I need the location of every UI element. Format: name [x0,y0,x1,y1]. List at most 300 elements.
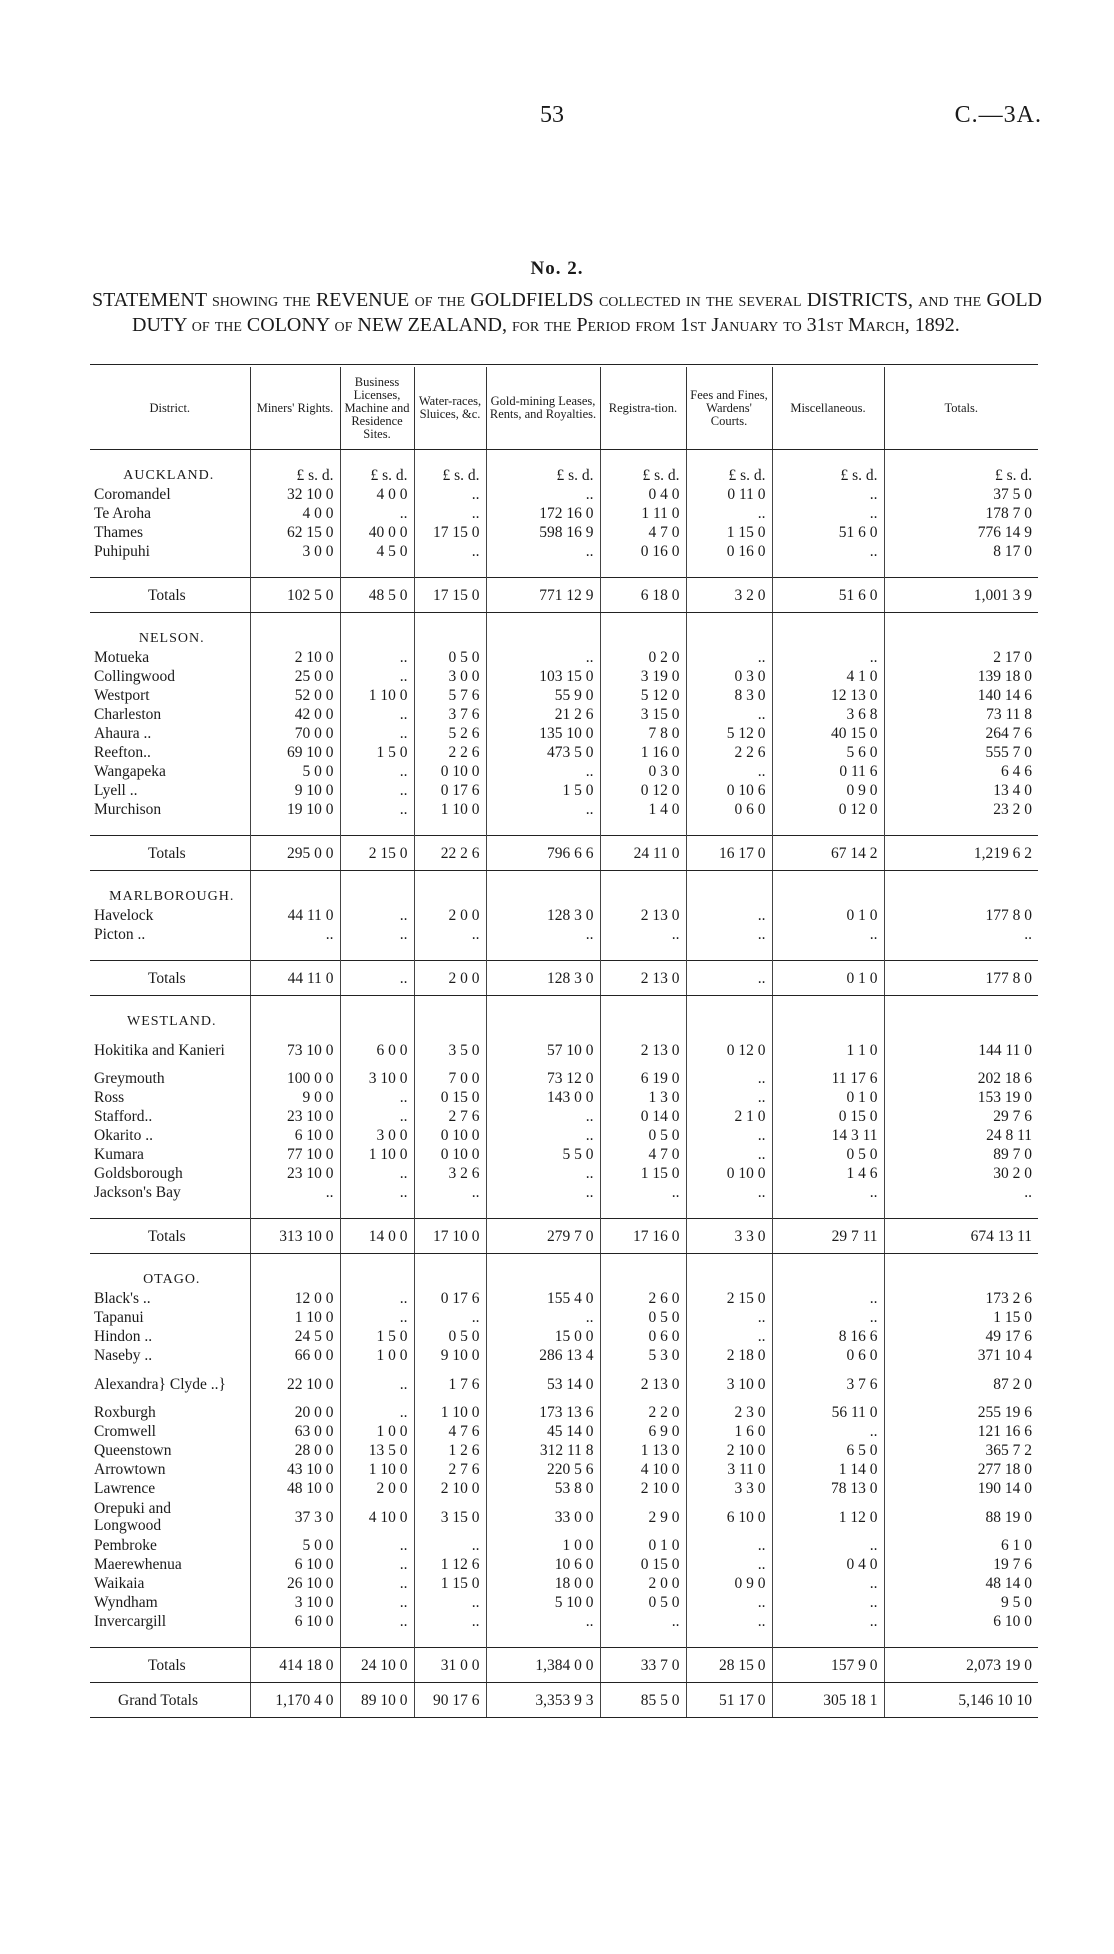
amount-cell: 128 3 0 [486,906,600,925]
amount-cell: 155 4 0 [486,1289,600,1308]
amount-cell: 0 5 0 [414,648,486,667]
amount-cell: 135 10 0 [486,724,600,743]
total-cell: 2 13 0 [600,961,686,996]
goldfield-name: Reefton.. [94,744,151,761]
amount-cell: 6 19 0 [600,1069,686,1088]
amount-cell: 5 7 6 [414,686,486,705]
total-cell: 14 0 0 [340,1219,414,1254]
amount-cell: 2 7 6 [414,1460,486,1479]
amount-cell: .. [414,1536,486,1555]
total-cell: 2,073 19 0 [884,1648,1038,1683]
total-cell: 24 11 0 [600,836,686,871]
amount-cell: 1 6 0 [686,1422,772,1441]
amount-cell: 6 4 6 [884,762,1038,781]
amount-cell: 2 13 0 [600,1365,686,1403]
total-cell: 2 15 0 [340,836,414,871]
amount-cell: 87 2 0 [884,1365,1038,1403]
amount-cell: 2 0 0 [600,1574,686,1593]
table-row [90,1365,1038,1403]
amount-cell: .. [772,1593,884,1612]
amount-cell: 6 10 0 [250,1126,340,1145]
amount-cell: 9 10 0 [250,781,340,800]
amount-cell: .. [686,1536,772,1555]
amount-cell: 32 10 0 [250,485,340,504]
amount-cell: 6 1 0 [884,1536,1038,1555]
amount-cell: 2 9 0 [600,1498,686,1536]
amount-cell: 49 17 6 [884,1327,1038,1346]
table-row [90,1498,1038,1536]
district-heading-row [90,1270,1038,1289]
amount-cell: 0 6 0 [772,1346,884,1365]
amount-cell: 5 12 0 [600,686,686,705]
grand-total-cell: 1,170 4 0 [250,1683,340,1718]
amount-cell: 0 11 0 [686,485,772,504]
amount-cell: 5 2 6 [414,724,486,743]
amount-cell: .. [340,1183,414,1202]
amount-cell: 11 17 6 [772,1069,884,1088]
table-row [90,667,1038,686]
amount-cell: 63 0 0 [250,1422,340,1441]
amount-cell: 73 10 0 [250,1031,340,1069]
amount-cell: 7 0 0 [414,1069,486,1088]
amount-cell: 5 0 0 [250,762,340,781]
amount-cell: 66 0 0 [250,1346,340,1365]
goldfield-name: Picton .. [94,926,146,943]
column-header: District. [90,367,250,450]
amount-cell: 277 18 0 [884,1460,1038,1479]
amount-cell: .. [340,1612,414,1631]
amount-cell: .. [772,504,884,523]
amount-cell: 0 3 0 [600,762,686,781]
amount-cell: 3 3 0 [686,1479,772,1498]
amount-cell: 5 3 0 [600,1346,686,1365]
amount-cell: 14 3 11 [772,1126,884,1145]
amount-cell: 2 1 0 [686,1107,772,1126]
amount-cell: .. [340,1574,414,1593]
table-row [90,1612,1038,1631]
table-row [90,705,1038,724]
amount-cell: 45 14 0 [486,1422,600,1441]
amount-cell: 172 16 0 [486,504,600,523]
amount-cell: .. [772,1612,884,1631]
amount-cell: 48 10 0 [250,1479,340,1498]
amount-cell: 220 5 6 [486,1460,600,1479]
amount-cell: .. [340,1164,414,1183]
amount-cell: 73 11 8 [884,705,1038,724]
total-cell: .. [686,961,772,996]
goldfield-name: Motueka [94,649,150,666]
grand-totals-label: Grand Totals [90,1683,250,1718]
total-cell: 313 10 0 [250,1219,340,1254]
amount-cell: 0 10 0 [414,1145,486,1164]
amount-cell: 5 5 0 [486,1145,600,1164]
table-row [90,1441,1038,1460]
amount-cell: .. [686,762,772,781]
amount-cell: 1 15 0 [600,1164,686,1183]
amount-cell: 1 15 0 [414,1574,486,1593]
goldfield-name: Goldsborough [94,1165,183,1182]
amount-cell: 6 10 0 [250,1555,340,1574]
amount-cell: 2 10 0 [600,1479,686,1498]
amount-cell: 0 2 0 [600,648,686,667]
amount-cell: 21 2 6 [486,705,600,724]
table-row [90,1593,1038,1612]
amount-cell: 29 7 6 [884,1107,1038,1126]
amount-cell: 0 5 0 [600,1308,686,1327]
table-row [90,743,1038,762]
grand-total-cell: 89 10 0 [340,1683,414,1718]
column-header: Business Licenses, Machine and Residence Sites. [340,367,414,450]
column-header: Water-races, Sluices, &c. [414,367,486,450]
amount-cell: .. [772,1289,884,1308]
district-heading: OTAGO. [143,1272,201,1287]
total-cell: 177 8 0 [884,961,1038,996]
goldfield-name: Charleston [94,706,162,723]
amount-cell: 103 15 0 [486,667,600,686]
amount-cell: 20 0 0 [250,1403,340,1422]
amount-cell: 17 15 0 [414,523,486,542]
amount-cell: .. [414,504,486,523]
amount-cell: 9 10 0 [414,1346,486,1365]
amount-cell: .. [600,1612,686,1631]
table-row [90,1164,1038,1183]
district-totals-row [90,1219,1038,1254]
table-row [90,1145,1038,1164]
goldfield-name: Ross [94,1089,125,1106]
district-heading-row [90,887,1038,906]
amount-cell: .. [486,485,600,504]
amount-cell: .. [414,1593,486,1612]
column-header: Fees and Fines, Wardens' Courts. [686,367,772,450]
table-row [90,724,1038,743]
amount-cell: 56 11 0 [772,1403,884,1422]
total-cell: 24 10 0 [340,1648,414,1683]
total-cell: 16 17 0 [686,836,772,871]
district-heading-row [90,466,1038,485]
total-cell: 0 1 0 [772,961,884,996]
grand-total-cell: 85 5 0 [600,1683,686,1718]
goldfield-name: Murchison [94,801,162,818]
table-row [90,504,1038,523]
amount-cell: 43 10 0 [250,1460,340,1479]
amount-cell: 178 7 0 [884,504,1038,523]
amount-cell: 0 17 6 [414,1289,486,1308]
total-cell: 17 16 0 [600,1219,686,1254]
amount-cell: 1 14 0 [772,1460,884,1479]
district-totals-row [90,961,1038,996]
amount-cell: .. [884,1183,1038,1202]
amount-cell: .. [686,925,772,944]
totals-label: Totals [90,578,250,613]
total-cell: 414 18 0 [250,1648,340,1683]
column-header: Miscellaneous. [772,367,884,450]
amount-cell: .. [340,1593,414,1612]
amount-cell: 62 15 0 [250,523,340,542]
amount-cell: .. [686,1593,772,1612]
amount-cell: 5 12 0 [686,724,772,743]
amount-cell: 2 10 0 [686,1441,772,1460]
table-row [90,648,1038,667]
amount-cell: 1 15 0 [884,1308,1038,1327]
amount-cell: 5 6 0 [772,743,884,762]
amount-cell: .. [414,542,486,561]
amount-cell: .. [486,1126,600,1145]
table-row [90,1069,1038,1088]
total-cell: 67 14 2 [772,836,884,871]
amount-cell: .. [340,1536,414,1555]
amount-cell: 1 10 0 [414,1403,486,1422]
amount-cell: 3 15 0 [414,1498,486,1536]
amount-cell: .. [414,1612,486,1631]
amount-cell: .. [772,1308,884,1327]
amount-cell: .. [772,485,884,504]
amount-cell: 23 10 0 [250,1107,340,1126]
amount-cell: 0 11 6 [772,762,884,781]
amount-cell: 40 0 0 [340,523,414,542]
revenue-table [90,364,1038,1718]
amount-cell: 2 13 0 [600,1031,686,1069]
amount-cell: 37 3 0 [250,1498,340,1536]
amount-cell: .. [414,1183,486,1202]
total-cell: 128 3 0 [486,961,600,996]
total-cell: 1,384 0 0 [486,1648,600,1683]
amount-cell: 1 3 0 [600,1088,686,1107]
district-heading-row [90,629,1038,648]
amount-cell: 77 10 0 [250,1145,340,1164]
amount-cell: 23 2 0 [884,800,1038,819]
amount-cell: 1 7 6 [414,1365,486,1403]
amount-cell: 1 10 0 [340,1145,414,1164]
amount-cell: .. [486,1308,600,1327]
amount-cell: 52 0 0 [250,686,340,705]
amount-cell: 4 10 0 [340,1498,414,1536]
amount-cell: 1 10 0 [340,686,414,705]
amount-cell: .. [414,1308,486,1327]
amount-cell: 0 9 0 [686,1574,772,1593]
amount-cell: 2 13 0 [600,906,686,925]
amount-cell: .. [486,648,600,667]
amount-cell: 264 7 6 [884,724,1038,743]
goldfield-name: Thames [94,524,144,541]
goldfield-name: Ahaura .. [94,725,152,742]
document-reference: C.—3A. [954,102,1042,128]
totals-label: Totals [90,1648,250,1683]
total-cell: 28 15 0 [686,1648,772,1683]
total-cell: 279 7 0 [486,1219,600,1254]
goldfield-name: Collingwood [94,668,175,685]
amount-cell: 1 16 0 [600,743,686,762]
amount-cell: 1 4 6 [772,1164,884,1183]
amount-cell: 13 5 0 [340,1441,414,1460]
amount-cell: .. [340,1555,414,1574]
amount-cell: 4 0 0 [250,504,340,523]
total-cell: 2 0 0 [414,961,486,996]
amount-cell: .. [686,1126,772,1145]
unit-label: £ s. d. [600,466,686,485]
amount-cell: .. [686,1088,772,1107]
totals-label: Totals [90,836,250,871]
goldfield-name: Lyell .. [94,782,138,799]
amount-cell: 73 12 0 [486,1069,600,1088]
amount-cell: 3 0 0 [250,542,340,561]
table-row [90,1308,1038,1327]
amount-cell: 2 0 0 [340,1479,414,1498]
amount-cell: .. [686,1145,772,1164]
amount-cell: 57 10 0 [486,1031,600,1069]
totals-label: Totals [90,1219,250,1254]
amount-cell: 26 10 0 [250,1574,340,1593]
amount-cell: 0 1 0 [772,1088,884,1107]
table-row [90,1460,1038,1479]
amount-cell: 53 8 0 [486,1479,600,1498]
amount-cell: 28 0 0 [250,1441,340,1460]
grand-totals-row [90,1683,1038,1718]
amount-cell: 0 6 0 [686,800,772,819]
amount-cell: .. [340,1365,414,1403]
unit-label: £ s. d. [250,466,340,485]
amount-cell: 365 7 2 [884,1441,1038,1460]
amount-cell: 2 2 6 [686,743,772,762]
amount-cell: 0 5 0 [414,1327,486,1346]
amount-cell: 0 9 0 [772,781,884,800]
amount-cell: 1 11 0 [600,504,686,523]
amount-cell: 12 0 0 [250,1289,340,1308]
amount-cell: 7 8 0 [600,724,686,743]
amount-cell: 0 10 0 [686,1164,772,1183]
goldfield-name: Roxburgh [94,1404,156,1421]
amount-cell: 30 2 0 [884,1164,1038,1183]
table-row [90,485,1038,504]
table-row [90,1183,1038,1202]
amount-cell: 0 10 0 [414,1126,486,1145]
amount-cell: 10 6 0 [486,1555,600,1574]
table-body [90,450,1038,1718]
amount-cell: 2 18 0 [686,1346,772,1365]
amount-cell: 9 5 0 [884,1593,1038,1612]
amount-cell: .. [772,925,884,944]
amount-cell: .. [772,648,884,667]
amount-cell: 19 7 6 [884,1555,1038,1574]
amount-cell: 121 16 6 [884,1422,1038,1441]
amount-cell: 286 13 4 [486,1346,600,1365]
amount-cell: 89 7 0 [884,1145,1038,1164]
amount-cell: .. [340,705,414,724]
amount-cell: 1 12 6 [414,1555,486,1574]
amount-cell: 78 13 0 [772,1479,884,1498]
amount-cell: 177 8 0 [884,906,1038,925]
total-cell: 674 13 11 [884,1219,1038,1254]
table-row [90,1346,1038,1365]
amount-cell: .. [686,1308,772,1327]
table-row [90,1107,1038,1126]
amount-cell: 3 6 8 [772,705,884,724]
goldfield-name: Arrowtown [94,1461,166,1478]
amount-cell: 3 11 0 [686,1460,772,1479]
amount-cell: .. [486,1107,600,1126]
amount-cell: .. [340,504,414,523]
amount-cell: 6 5 0 [772,1441,884,1460]
amount-cell: 6 10 0 [250,1612,340,1631]
amount-cell: 3 2 6 [414,1164,486,1183]
amount-cell: 3 10 0 [340,1069,414,1088]
table-row [90,906,1038,925]
goldfield-name: Westport [94,687,150,704]
amount-cell: .. [486,1612,600,1631]
amount-cell: 0 12 0 [600,781,686,800]
total-cell: 17 10 0 [414,1219,486,1254]
amount-cell: .. [340,1289,414,1308]
amount-cell: 0 4 0 [600,485,686,504]
amount-cell: 776 14 9 [884,523,1038,542]
amount-cell: 4 1 0 [772,667,884,686]
total-cell: 22 2 6 [414,836,486,871]
amount-cell: 25 0 0 [250,667,340,686]
amount-cell: 1 4 0 [600,800,686,819]
amount-cell: 139 18 0 [884,667,1038,686]
amount-cell: 0 15 0 [600,1555,686,1574]
amount-cell: .. [486,762,600,781]
amount-cell: 1 10 0 [414,800,486,819]
amount-cell: 24 5 0 [250,1327,340,1346]
district-heading: AUCKLAND. [123,468,215,483]
amount-cell: 3 10 0 [686,1365,772,1403]
total-cell: 17 15 0 [414,578,486,613]
unit-label: £ s. d. [486,466,600,485]
amount-cell: 5 0 0 [250,1536,340,1555]
amount-cell: 4 7 0 [600,523,686,542]
table-row [90,1403,1038,1422]
statement-caption: STATEMENT showing the REVENUE of the GOLDFIELDS collected in the several DISTRICTS, and the GOLD DUTY of the COLONY of NEW ZEALAND, for the Period from 1st January to 31st March, 1892. [92,289,1042,336]
amount-cell: 2 2 0 [600,1403,686,1422]
goldfield-name: Black's .. [94,1290,151,1307]
district-totals-row [90,836,1038,871]
amount-cell: 37 5 0 [884,485,1038,504]
table-row [90,1031,1038,1069]
amount-cell: 2 2 6 [414,743,486,762]
amount-cell: .. [772,1574,884,1593]
amount-cell: .. [772,1422,884,1441]
amount-cell: 4 7 0 [600,1145,686,1164]
amount-cell: 1 0 0 [486,1536,600,1555]
amount-cell: 70 0 0 [250,724,340,743]
goldfield-name: Puhipuhi [94,543,150,560]
goldfield-name: Okarito .. [94,1127,153,1144]
amount-cell: 0 4 0 [772,1555,884,1574]
goldfield-name: Havelock [94,907,154,924]
goldfield-name: Pembroke [94,1537,157,1554]
amount-cell: 15 0 0 [486,1327,600,1346]
amount-cell: 1 0 0 [340,1422,414,1441]
amount-cell: .. [686,906,772,925]
amount-cell: 202 18 6 [884,1069,1038,1088]
amount-cell: .. [340,724,414,743]
amount-cell: 53 14 0 [486,1365,600,1403]
table-row [90,1536,1038,1555]
amount-cell: 13 4 0 [884,781,1038,800]
amount-cell: 6 0 0 [340,1031,414,1069]
total-cell: 1,001 3 9 [884,578,1038,613]
amount-cell: 1 10 0 [250,1308,340,1327]
amount-cell: 2 15 0 [686,1289,772,1308]
total-cell: 3 2 0 [686,578,772,613]
amount-cell: 0 1 0 [772,906,884,925]
amount-cell: 1 13 0 [600,1441,686,1460]
total-cell: 29 7 11 [772,1219,884,1254]
amount-cell: .. [686,504,772,523]
statement-number: No. 2. [530,258,584,279]
amount-cell: 1 2 6 [414,1441,486,1460]
amount-cell: .. [340,1308,414,1327]
